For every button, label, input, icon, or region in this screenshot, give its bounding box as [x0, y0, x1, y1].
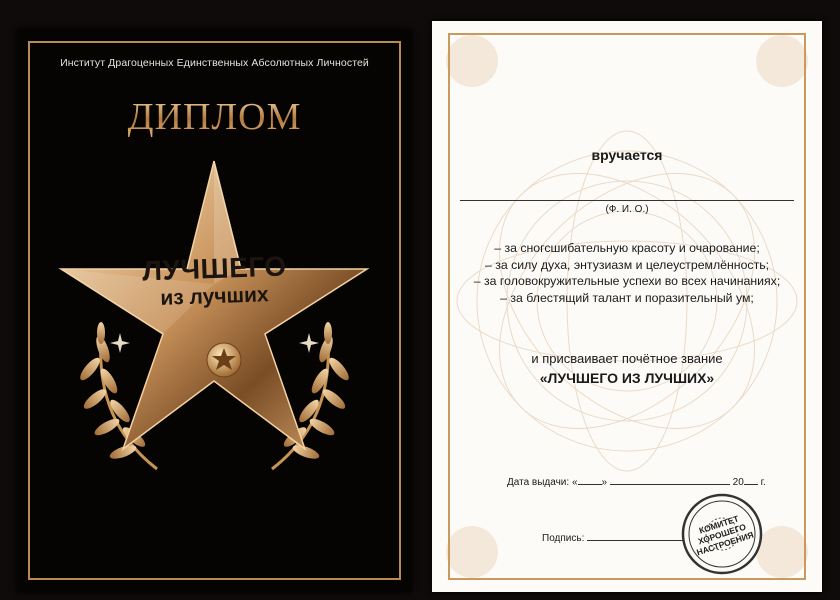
date-quote-open: «: [571, 477, 578, 488]
signature-label: Подпись:: [542, 533, 585, 544]
reason-item: – за силу духа, энтузиазм и целеустремлённость;: [484, 257, 770, 272]
reason-item: – за головокружительные успехи во всех начинаниях;: [473, 274, 781, 288]
stamp-text: КОМИТЕТ ХОРОШЕГО НАСТРОЕНИЯ: [695, 513, 755, 558]
diploma-inner: [432, 21, 822, 592]
star-line-2: из лучших: [160, 283, 269, 310]
diploma-cover: [17, 29, 412, 592]
fio-caption: (Ф. И. О.): [605, 204, 649, 215]
awarded-label: вручается: [591, 147, 663, 163]
day-blank: [578, 475, 602, 485]
diploma-title: ДИПЛОМ: [30, 95, 399, 139]
month-blank: [610, 475, 730, 485]
reason-item: – за блестящий талант и поразительный ум;: [500, 290, 754, 305]
assign-text: и присваивает почётное звание: [531, 351, 723, 366]
year-prefix: 20: [732, 477, 744, 488]
name-line: [460, 200, 794, 201]
year-suffix: г.: [760, 477, 766, 488]
signature-row: [542, 531, 697, 544]
date-label: Дата выдачи:: [507, 477, 570, 488]
reason-item: – за сногсшибательную красоту и очарование;: [494, 241, 760, 255]
star-line-1: ЛУЧШЕГО: [141, 250, 288, 287]
issue-date-row: [507, 475, 766, 488]
year-blank: [744, 475, 758, 485]
date-quote-close: »: [601, 477, 608, 488]
reasons-list: [432, 240, 822, 306]
honor-title: «ЛУЧШЕГО ИЗ ЛУЧШИХ»: [539, 370, 715, 386]
institute-name: Институт Драгоценных Единственных Абсолютных Личностей: [60, 57, 369, 69]
